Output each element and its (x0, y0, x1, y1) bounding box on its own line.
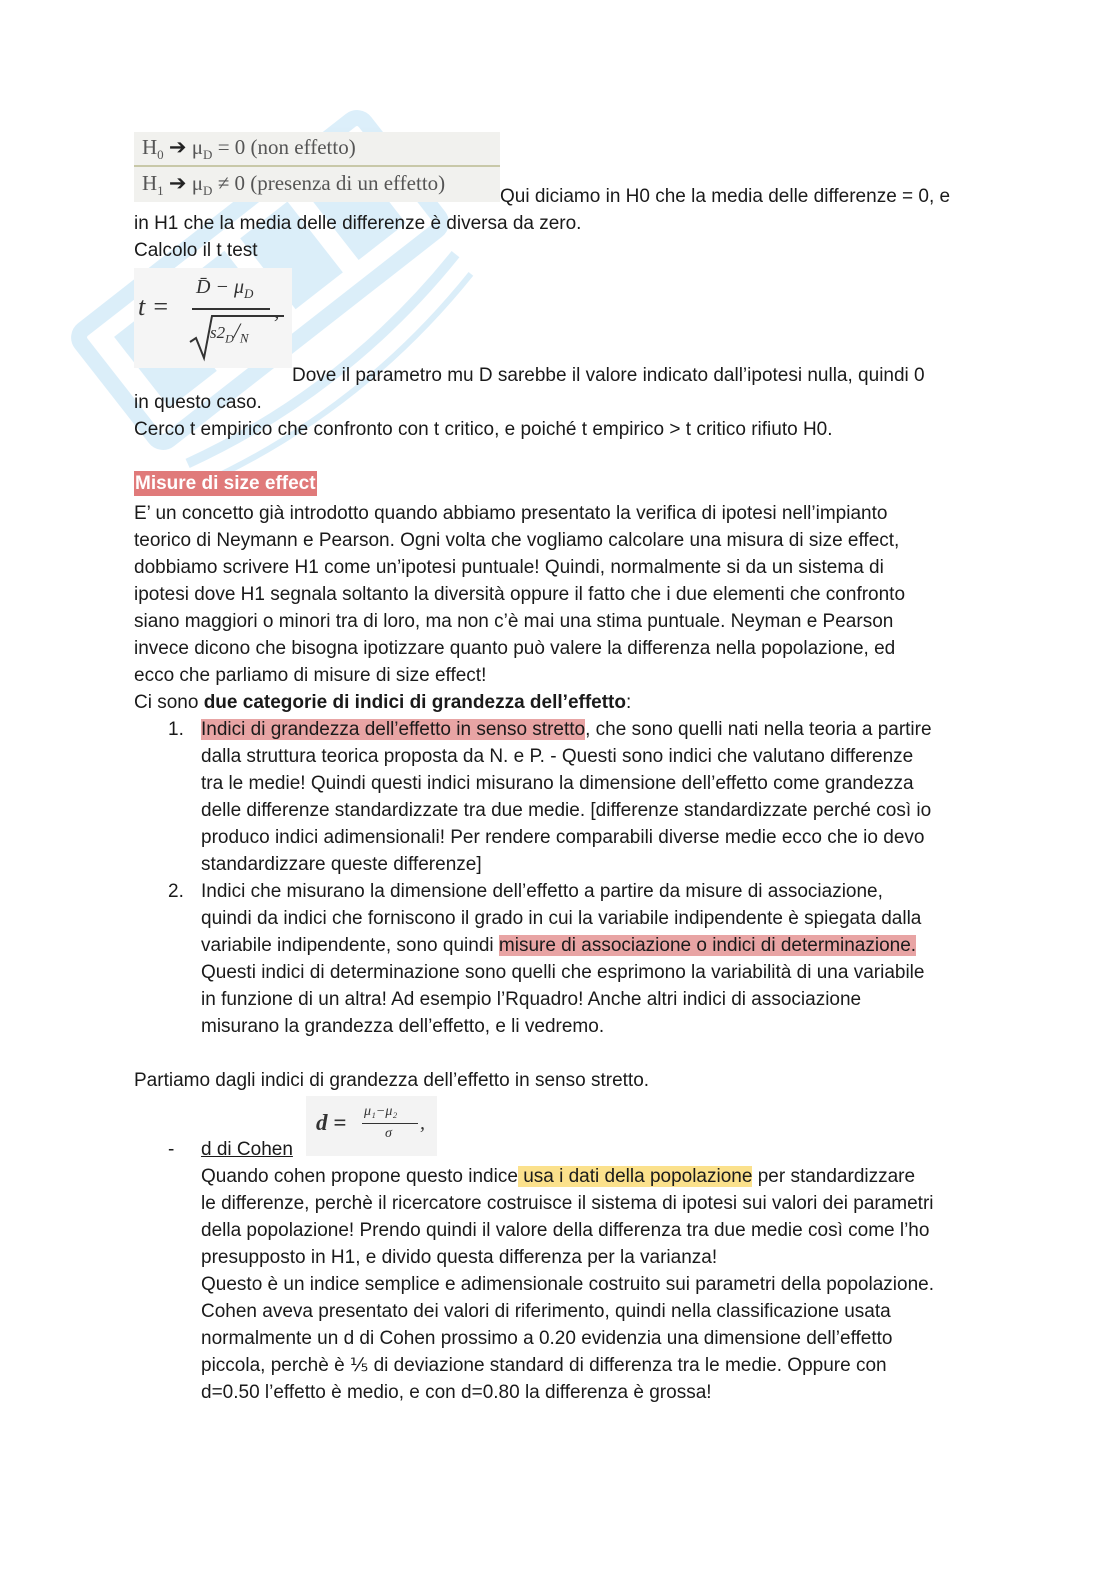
para2-line2: in questo caso. (134, 392, 262, 413)
section-heading: Misure di size effect (135, 473, 316, 494)
cohen-formula-comma: , (420, 1112, 425, 1134)
list-item-2-line (201, 932, 916, 959)
cohen-line: normalmente un d di Cohen prossimo a 0.20 evidenzia una dimensione dell’effetto (201, 1328, 893, 1349)
cohen-line1-post: per standardizzare (752, 1166, 916, 1187)
formula-denominator-sub: D (225, 331, 234, 346)
highlight-population: usa i dati della popolazione (517, 1166, 753, 1187)
arrow-right-icon: ➔ (168, 135, 187, 159)
cohen-line: piccola, perchè è ⅕ di deviazione standard di differenza tra le medie. Oppure con (201, 1355, 887, 1376)
cohen-formula-numerator: μ₁−μ₂ (364, 1104, 398, 1119)
categories-line (134, 689, 631, 716)
cohen-line (201, 1163, 915, 1190)
list-number: 2. (168, 881, 184, 902)
list-number: 1. (168, 719, 184, 740)
list-item-2-line: misurano la grandezza dell’effetto, e li vedremo. (201, 1016, 605, 1037)
bullet-dash: - (168, 1139, 175, 1160)
list-item-2-line: in funzione di un altra! Ad esempio l’Rquadro! Anche altri indici di associazione (201, 989, 862, 1010)
section-line: siano maggiori o minori tra di loro, ma non c’è mai una stima puntuale. Neyman e Pearson (134, 611, 894, 632)
section-line: E’ un concetto già introdotto quando abbiamo presentato la verifica di ipotesi nell’impianto (134, 503, 888, 524)
list-item-1-rest: , che sono quelli nati nella teoria a partire (585, 719, 932, 740)
section-line: dobbiamo scrivere H1 come un’ipotesi puntuale! Quindi, normalmente si da un sistema di (134, 557, 884, 578)
cohen-line: della popolazione! Prendo quindi il valore della differenza tra due medie così come l’ho (201, 1220, 930, 1241)
h0-mu-subscript: D (203, 147, 213, 163)
h0-symbol: H (142, 135, 158, 159)
cohen-line: presupposto in H1, e divido questa differenza per la varianza! (201, 1247, 718, 1268)
cohen-line: Cohen aveva presentato dei valori di riferimento, quindi nella classificazione usata (201, 1301, 891, 1322)
arrow-right-icon: ➔ (168, 171, 187, 195)
cohen-formula-lhs: d = (316, 1110, 347, 1135)
section-line: ecco che parliamo di misure di size effect! (134, 665, 487, 686)
h1-value: ≠ 0 (presenza di un effetto) (212, 171, 446, 195)
formula-numerator-sub: D (243, 286, 254, 301)
list-item-1-line: produco indici adimensionali! Per rendere comparabili diverse medie ecco che io devo (201, 827, 925, 848)
hypotheses-image (134, 132, 500, 202)
para2-line3: Cerco t empirico che confronto con t critico, e poiché t empirico > t critico rifiuto H0. (134, 419, 833, 440)
cohen-line: le differenze, perchè il ricercatore costruisce il sistema di ipotesi sui valori dei parametri (201, 1193, 934, 1214)
list-item-1-line: dalla struttura teorica proposta da N. e P. - Questi sono indici che valutano differenze (201, 746, 914, 767)
list-item-2-line: Questi indici di determinazione sono quelli che esprimono la variabilità di una variabile (201, 962, 925, 983)
t-test-formula-image: t = D̄ − $\mu_D$ $s2_D/_N$ , (134, 268, 292, 368)
list-item-1-line: standardizzare queste differenze] (201, 854, 482, 875)
para1-line1: Qui diciamo in H0 che la media delle differenze = 0, e (500, 186, 951, 207)
section-line: teorico di Neymann e Pearson. Ogni volta che vogliamo calcolare una misura di size effect, (134, 530, 900, 551)
cohen-line: d=0.50 l’effetto è medio, e con d=0.80 la differenza è grossa! (201, 1382, 712, 1403)
formula-numerator: D̄ − μ (196, 276, 244, 298)
section-line: ipotesi dove H1 segnala soltanto la diversità oppure il fatto che i due elementi che confronto (134, 584, 906, 605)
h0-subscript: 0 (157, 147, 164, 163)
list-item-1-line: tra le medie! Quindi questi indici misurano la dimensione dell’effetto come grandezza (201, 773, 914, 794)
list-item-2-pre: variabile indipendente, sono quindi (201, 935, 499, 956)
strict-intro: Partiamo dagli indici di grandezza dell’effetto in senso stretto. (134, 1070, 650, 1091)
para2-line1: Dove il parametro mu D sarebbe il valore indicato dall’ipotesi nulla, quindi 0 (292, 365, 925, 386)
para1-line3: Calcolo il t test (134, 240, 258, 261)
cohen-formula-denominator: σ (385, 1126, 392, 1141)
h1-symbol: H (142, 171, 158, 195)
highlight-association: misure di associazione o indici di determinazione. (498, 935, 917, 956)
formula-denominator-n: N (239, 330, 249, 346)
cohen-line1-pre: Quando cohen propone questo indice (201, 1166, 518, 1187)
categories-pre: Ci sono (134, 692, 204, 713)
h1-mu-subscript: D (203, 183, 213, 199)
list-item-2-line: quindi da indici che forniscono il grado in cui la variabile indipendente è spiegata dalla (201, 908, 922, 929)
formula-t-lhs: t = (138, 292, 170, 321)
formula-comma: , (274, 298, 280, 323)
h0-mu: μ (191, 135, 204, 159)
cohen-d-formula-image (306, 1096, 437, 1156)
cohen-line: Questo è un indice semplice e adimensionale costruito sui parametri della popolazione. (201, 1274, 934, 1295)
section-line: invece dicono che bisogna ipotizzare quanto può valere la differenza nella popolazione, ed (134, 638, 896, 659)
categories-bold: due categorie di indici di grandezza dell’effetto (203, 692, 626, 713)
list-item-1-line: delle differenze standardizzate tra due medie. [differenze standardizzate perché così io (201, 800, 932, 821)
para1-line2: in H1 che la media delle differenze è diversa da zero. (134, 213, 582, 234)
h1-subscript: 1 (157, 183, 164, 199)
categories-post: : (626, 692, 632, 713)
h0-value: = 0 (non effetto) (212, 135, 356, 159)
h1-mu: μ (191, 171, 204, 195)
formula-denominator: s2 (210, 323, 226, 342)
list-item-2-line: Indici che misurano la dimensione dell’effetto a partire da misure di associazione, (201, 881, 883, 902)
list-item-1-line (201, 716, 932, 743)
highlight-strict-sense: Indici di grandezza dell’effetto in senso stretto (201, 719, 586, 740)
cohen-title: d di Cohen (201, 1139, 293, 1160)
